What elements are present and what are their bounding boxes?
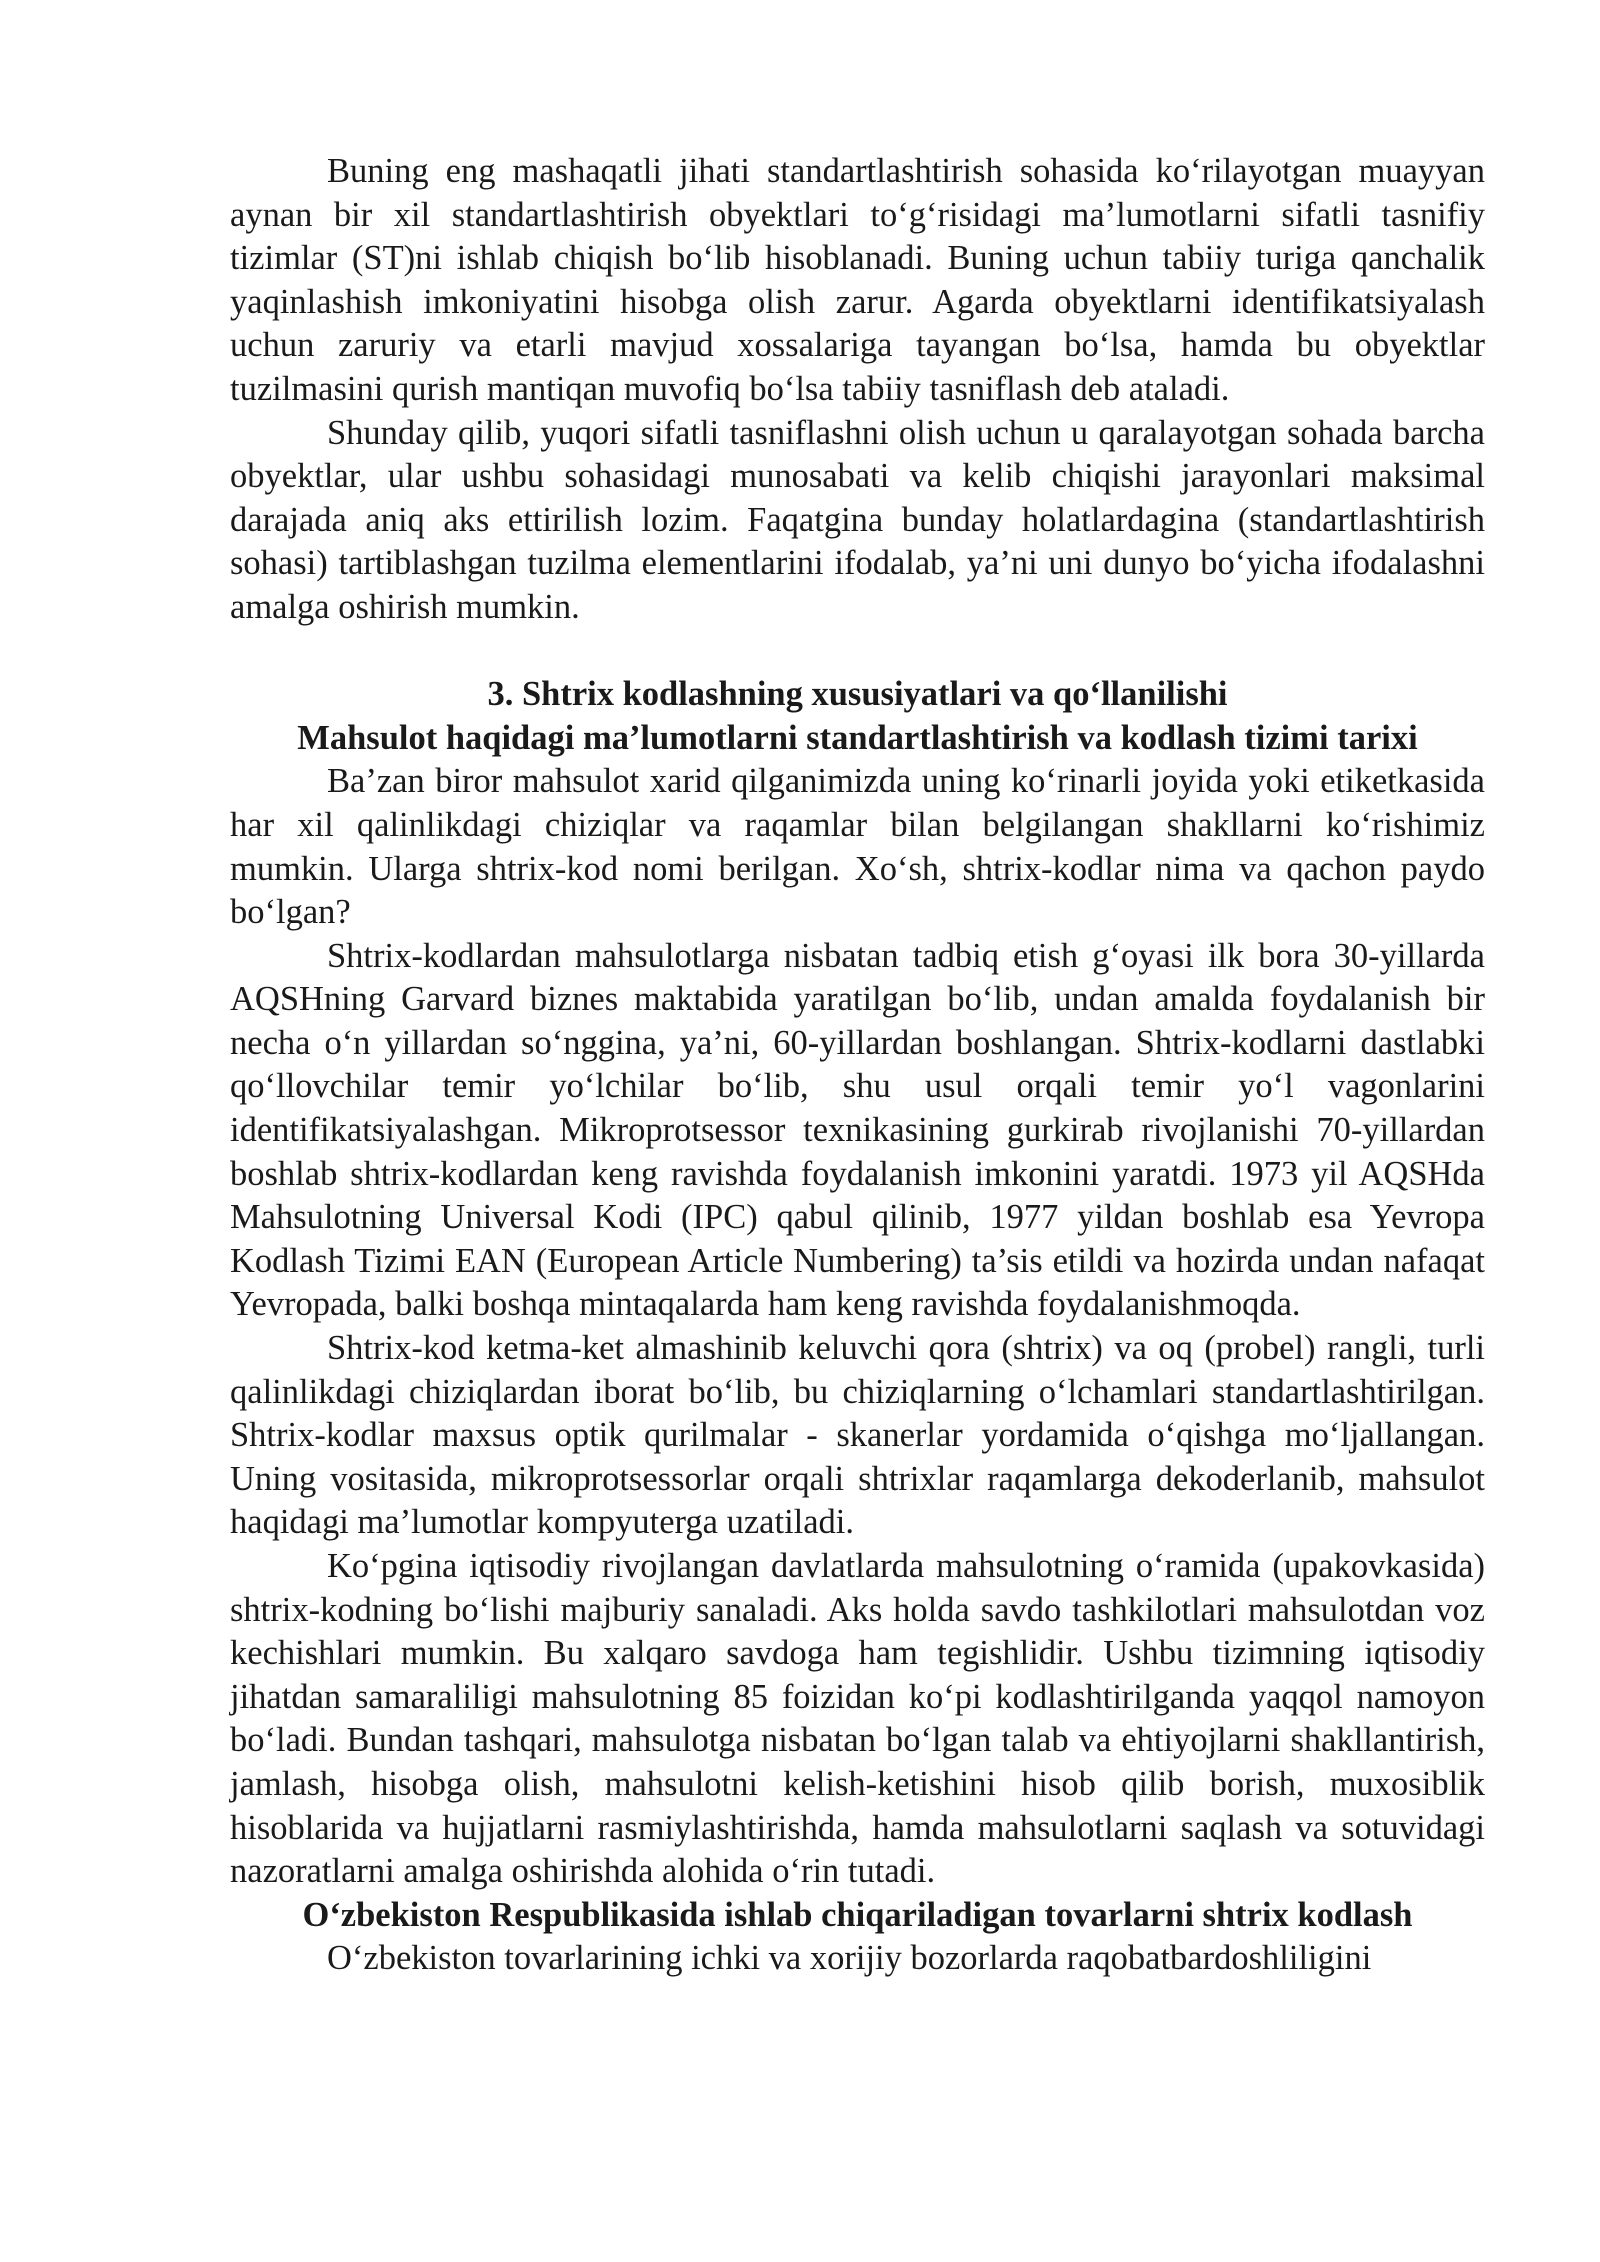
paragraph-intro-2: Shunday qilib, yuqori sifatli tasniflashni olish uchun u qaralayotgan sohada barcha obyektlar, ular ushbu sohasidagi munosabati va kelib chiqishi jarayonlari maksimal darajada aniq aks ettirilish lozim. Faqatgina bunday holatlardagina (standartlashtirish sohasi) tartiblashgan tuzilma elementlarini ifodalab, ya’ni uni dunyo bo‘yicha ifodalashni amalga oshirish mumkin. — [230, 413, 1485, 626]
paragraph-intro-1: Buning eng mashaqatli jihati standartlashtirish sohasida ko‘rilayotgan muayyan aynan bir xil standartlashtirish obyektlari to‘g‘risidagi ma’lumotlarni sifatli tasnifiy tizimlar (ST)ni ishlab chiqish bo‘lib hisoblanadi. Buning uchun tabiiy turiga qanchalik yaqinlashish imkoniyatini hisobga olish zarur. Agarda obyektlarni identifikatsiyalash uchun zaruriy va etarli mavjud xossalariga tayangan bo‘lsa, hamda bu obyektlar tuzilmasini qurish mantiqan muvofiq bo‘lsa tabiiy tasniflash deb ataladi. — [230, 152, 1485, 408]
paragraph-history-4: Ko‘pgina iqtisodiy rivojlangan davlatlarda mahsulotning o‘ramida (upakovkasida) shtrix-kodning bo‘lishi majburiy sanaladi. Aks holda savdo tashkilotlari mahsulotdan voz kechishlari mumkin. Bu xalqaro savdoga ham tegishlidir. Ushbu tizimning iqtisodiy jihatdan samaraliligi mahsulotning 85 foizidan ko‘pi kodlashtirilganda yaqqol namoyon bo‘ladi. Bundan tashqari, mahsulotga nisbatan bo‘lgan talab va ehtiyojlarni shakllantirish, jamlash, hisobga olish, mahsulotni kelish-ketishini hisob qilib borish, muxosiblik hisoblarida va hujjatlarni rasmiylashtirishda, hamda mahsulotlarni saqlash va sotuvidagi nazoratlarni amalga oshirishda alohida o‘rin tutadi. — [230, 1547, 1485, 1891]
paragraph-uzbekistan-1: O‘zbekiston tovarlarining ichki va xorijiy bozorlarda raqobatbardoshliligini — [327, 1939, 1372, 1978]
paragraph-history-1: Ba’zan biror mahsulot xarid qilganimizda uning ko‘rinarli joyida yoki etiketkasida har xil qalinlikdagi chiziqlar va raqamlar bilan belgilangan shakllarni ko‘rishimiz mumkin. Ularga shtrix-kod nomi berilgan. Xo‘sh, shtrix-kodlar nima va qachon paydo bo‘lgan? — [230, 762, 1485, 932]
subsection-title-uzbekistan: O‘zbekiston Respublikasida ishlab chiqariladigan tovarlarni shtrix kodlash — [302, 1895, 1413, 1934]
paragraph-history-2: Shtrix-kodlardan mahsulotlarga nisbatan tadbiq etish g‘oyasi ilk bora 30-yillarda AQSHning Garvard biznes maktabida yaratilgan bo‘lib, undan amalda foydalanish bir necha o‘n yillardan so‘nggina, ya’ni, 60-yillardan boshlangan. Shtrix-kodlarni dastlabki qo‘llovchilar temir yo‘lchilar bo‘lib, shu usul orqali temir yo‘l vagonlarini identifikatsiyalashgan. Mikroprotsessor texnikasining gurkirab rivojlanishi 70-yillardan boshlab shtrix-kodlardan keng ravishda foydalanish imkonini yaratdi. 1973 yil AQSHda Mahsulotning Universal Kodi (IPC) qabul qilinib, 1977 yildan boshlab esa Yevropa Kodlash Tizimi EAN (European Article Numbering) ta’sis etildi va hozirda undan nafaqat Yevropada, balki boshqa mintaqalarda ham keng ravishda foydalanishmoqda. — [230, 936, 1485, 1324]
paragraph-history-3: Shtrix-kod ketma-ket almashinib keluvchi qora (shtrix) va oq (probel) rangli, turli qalinlikdagi chiziqlardan iborat bo‘lib, bu chiziqlarning o‘lchamlari standartlashtirilgan. Shtrix-kodlar maxsus optik qurilmalar - skanerlar yordamida o‘qishga mo‘ljallangan. Uning vositasida, mikroprotsessorlar orqali shtrixlar raqamlarga dekoderlanib, mahsulot haqidagi ma’lumotlar kompyuterga uzatiladi. — [230, 1329, 1485, 1542]
subsection-title-history: Mahsulot haqidagi ma’lumotlarni standartlashtirish va kodlash tizimi tarixi — [297, 718, 1418, 757]
blank-line — [230, 630, 1485, 674]
document-page — [230, 150, 1485, 1981]
section-title: 3. Shtrix kodlashning xususiyatlari va qo‘llanilishi — [487, 675, 1228, 714]
